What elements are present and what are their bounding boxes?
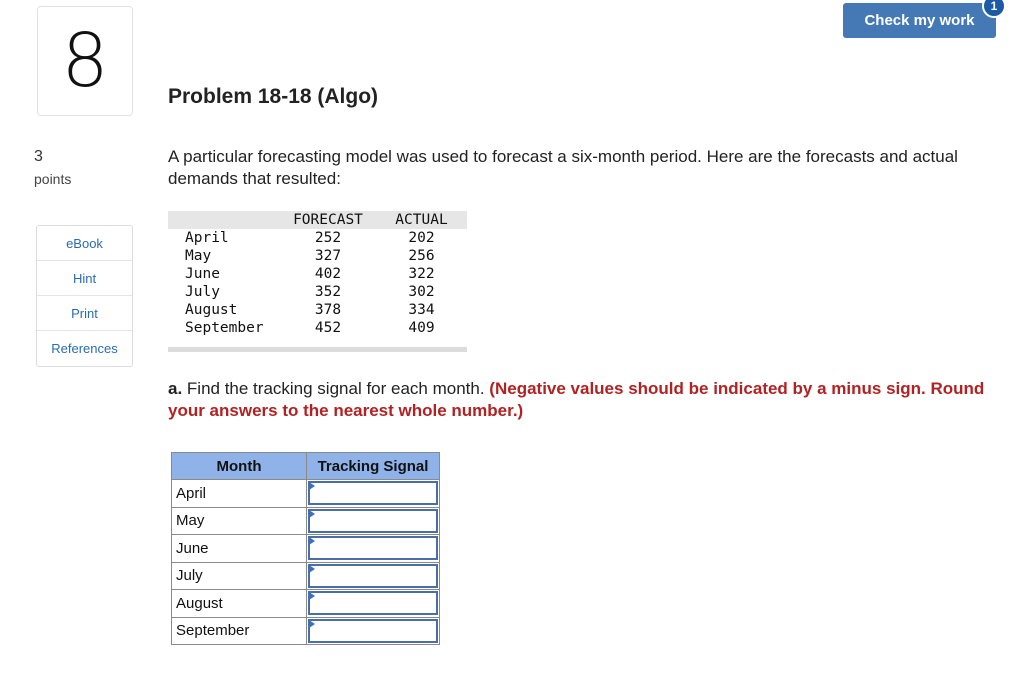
tracking-signal-input-june[interactable] [308, 536, 438, 560]
input-marker-icon [309, 565, 315, 573]
tracking-signal-table [171, 452, 440, 645]
table-row [168, 301, 467, 319]
table-row [168, 229, 467, 247]
question-part-a [168, 378, 998, 422]
table-row [172, 617, 440, 645]
question-text: Find the tracking signal for each month. [182, 379, 490, 398]
check-my-work-button[interactable]: Check my work [843, 3, 996, 38]
month-column-header: Month [172, 453, 307, 480]
forecast-data-table [168, 211, 467, 352]
month-cell: August [185, 302, 238, 318]
references-link[interactable]: References [51, 341, 118, 356]
month-cell: July [185, 284, 220, 300]
answer-cell [307, 617, 440, 645]
data-table-header [168, 211, 467, 229]
forecast-cell: 327 [314, 248, 342, 264]
tracking-signal-input-august[interactable] [308, 591, 438, 615]
month-cell: September [185, 320, 264, 336]
table-row [172, 480, 440, 508]
actual-cell: 256 [408, 248, 435, 264]
forecast-cell: 452 [314, 320, 342, 336]
table-row [168, 319, 467, 337]
problem-intro: A particular forecasting model was used to forecast a six-month period. Here are the forecasts and actual demands that resulted: [168, 147, 958, 188]
month-cell: July [172, 562, 307, 590]
tracking-signal-input-april[interactable] [308, 481, 438, 505]
tracking-signal-input-may[interactable] [308, 509, 438, 533]
table-row [172, 590, 440, 618]
answer-cell [307, 590, 440, 618]
question-label: a. [168, 379, 183, 398]
table-row [172, 562, 440, 590]
actual-cell: 409 [408, 320, 435, 336]
resource-menu [36, 225, 133, 367]
print-link[interactable]: Print [37, 296, 132, 331]
input-marker-icon [309, 592, 315, 600]
tracking-signal-column-header: Tracking Signal [307, 453, 440, 480]
answer-cell [307, 480, 440, 508]
month-cell: May [185, 248, 212, 264]
check-attempts-badge: 1 [982, 0, 1006, 18]
question-instruction: (Negative values should be indicated by a minus sign. Round your answers to the nearest whole number.) [168, 379, 985, 420]
month-cell: April [185, 230, 229, 246]
month-cell: May [172, 507, 307, 535]
answer-header-row [172, 453, 440, 480]
table-row [172, 535, 440, 563]
actual-cell: 302 [408, 284, 435, 300]
actual-column-header: ACTUAL [395, 212, 448, 228]
points-label: points [34, 171, 72, 187]
answer-cell [307, 507, 440, 535]
actual-cell: 202 [408, 230, 435, 246]
input-marker-icon [309, 510, 315, 518]
month-cell: September [172, 617, 307, 645]
month-cell: April [172, 480, 307, 508]
month-cell: June [172, 535, 307, 563]
points-value: 3 [34, 148, 43, 165]
forecast-cell: 402 [314, 266, 342, 282]
ebook-link[interactable]: eBook [37, 226, 132, 261]
forecast-cell: 252 [314, 230, 342, 246]
table-row [168, 283, 467, 301]
actual-cell: 334 [408, 302, 435, 318]
question-number: 8 [61, 18, 109, 104]
answer-cell [307, 535, 440, 563]
data-table-body [168, 229, 467, 337]
hint-link[interactable]: Hint [37, 261, 132, 296]
table-row [168, 247, 467, 265]
tracking-signal-input-july[interactable] [308, 564, 438, 588]
question-number-box [37, 6, 133, 116]
input-marker-icon [309, 620, 315, 628]
data-table-footer [168, 347, 467, 352]
problem-title: Problem 18-18 (Algo) [168, 85, 379, 108]
actual-cell: 322 [408, 266, 435, 282]
month-cell: August [172, 590, 307, 618]
forecast-cell: 378 [314, 302, 342, 318]
input-marker-icon [309, 482, 315, 490]
month-cell: June [185, 266, 220, 282]
forecast-column-header: FORECAST [293, 212, 363, 228]
forecast-cell: 352 [314, 284, 342, 300]
answer-cell [307, 562, 440, 590]
table-row [168, 265, 467, 283]
input-marker-icon [309, 537, 315, 545]
tracking-signal-input-september[interactable] [308, 619, 438, 643]
table-row [172, 507, 440, 535]
